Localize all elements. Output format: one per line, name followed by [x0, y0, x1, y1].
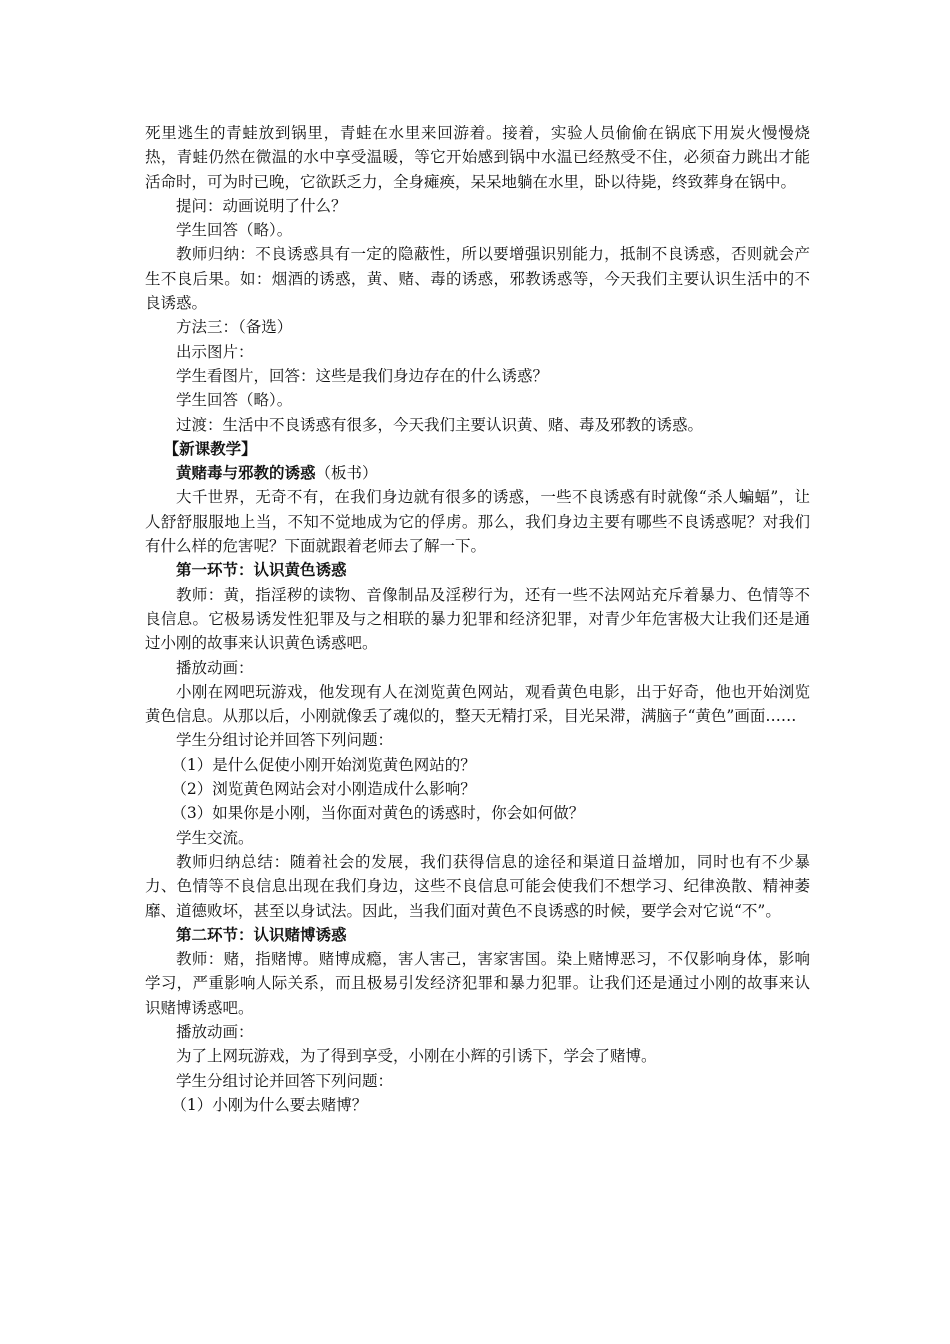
- question-item-3: （3）如果你是小刚，当你面对黄色的诱惑时，你会如何做？: [171, 804, 585, 823]
- paragraph-teacher-yellow: 教师：黄，指淫秽的读物、音像制品及淫秽行为，还有一些不法网站充斥着暴力、色情等不良信息。它极易诱发性犯罪及与之相联的暴力犯罪和经济犯罪，对青少年危害极大让我们还是通过小刚的故事来认识黄色诱惑吧。: [145, 585, 810, 653]
- lesson-title: [145, 461, 810, 485]
- heading-stage-two: 第二环节：认识赌博诱惑: [176, 924, 347, 944]
- question-item-2: （2）浏览黄色网站会对小刚造成什么影响？: [171, 780, 476, 799]
- paragraph-play-animation-2: 播放动画：: [176, 1022, 254, 1041]
- paragraph-student-answer-2: 学生回答（略）。: [176, 391, 293, 410]
- paragraph-teacher-summary: 教师归纳：不良诱惑具有一定的隐蔽性，所以要增强识别能力，抵制不良诱惑，否则就会产生不良后果。如：烟酒的诱惑，黄、赌、毒的诱惑，邪教诱惑等，今天我们主要认识生活中的不良诱惑。: [145, 245, 810, 313]
- paragraph-introduction: 大千世界，无奇不有，在我们身边就有很多的诱惑，一些不良诱惑有时就像“杀人蝙蝠”，让人舒舒服服地上当，不知不觉地成为它的俘虏。那么，我们身边主要有哪些不良诱惑呢？对我们有什么样的危害呢？下面就跟着老师去了解一下。: [145, 488, 810, 556]
- document-page: [145, 121, 810, 1117]
- lesson-title-note: （板书）: [315, 464, 378, 483]
- question-item-gambling-1: （1）小刚为什么要去赌博？: [171, 1095, 368, 1114]
- paragraph-teacher-conclusion: 教师归纳总结：随着社会的发展，我们获得信息的途径和渠道日益增加，同时也有不少暴力、色情等不良信息出现在我们身边，这些不良信息可能会使我们不想学习、纪律涣散、精神萎靡、道德败坏，甚至以身试法。因此，当我们面对黄色不良诱惑的时候，要学会对它说“不”。: [145, 852, 810, 920]
- paragraph-frog-story: 死里逃生的青蛙放到锅里，青蛙在水里来回游着。接着，实验人员偷偷在锅底下用炭火慢慢烧热，青蛙仍然在微温的水中享受温暖，等它开始感到锅中水温已经熬受不住，必须奋力跳出才能活命时，可为时已晚，它欲跃乏力，全身瘫痪，呆呆地躺在水里，卧以待毙，终致葬身在锅中。: [145, 124, 810, 191]
- paragraph-gambling-story: 为了上网玩游戏，为了得到享受，小刚在小辉的引诱下，学会了赌博。: [176, 1047, 657, 1066]
- question-item-1: （1）是什么促使小刚开始浏览黄色网站的？: [171, 755, 476, 774]
- paragraph-question: 提问：动画说明了什么？: [176, 196, 347, 215]
- paragraph-group-discussion: 学生分组讨论并回答下列问题：: [176, 731, 394, 750]
- paragraph-teacher-gambling: 教师：赌，指赌博。赌博成瘾，害人害己，害家害国。染上赌博恶习，不仅影响身体，影响学习，严重影响人际关系，而且极易引发经济犯罪和暴力犯罪。让我们还是通过小刚的故事来认识赌博诱惑吧。: [145, 950, 810, 1017]
- paragraph-play-animation: 播放动画：: [176, 658, 254, 677]
- section-heading-new-lesson: 【新课教学】: [163, 438, 257, 458]
- paragraph-student-answer: 学生回答（略）。: [176, 221, 293, 240]
- paragraph-student-exchange: 学生交流。: [176, 828, 254, 847]
- paragraph-student-look: 学生看图片，回答：这些是我们身边存在的什么诱惑？: [176, 366, 549, 385]
- paragraph-group-discussion-2: 学生分组讨论并回答下列问题：: [176, 1071, 394, 1090]
- paragraph-show-picture: 出示图片：: [176, 342, 254, 361]
- paragraph-transition: 过渡：生活中不良诱惑有很多，今天我们主要认识黄、赌、毒及邪教的诱惑。: [176, 415, 704, 434]
- paragraph-method-three: 方法三：（备选）: [176, 318, 293, 337]
- paragraph-xiaogang-story: 小刚在网吧玩游戏，他发现有人在浏览黄色网站，观看黄色电影，出于好奇，他也开始浏览黄色信息。从那以后，小刚就像丢了魂似的，整天无精打采，目光呆滞，满脑子“黄色”画面……: [145, 682, 810, 726]
- heading-stage-one: 第一环节：认识黄色诱惑: [176, 560, 347, 580]
- lesson-title-bold: 黄赌毒与邪教的诱惑: [176, 463, 316, 483]
